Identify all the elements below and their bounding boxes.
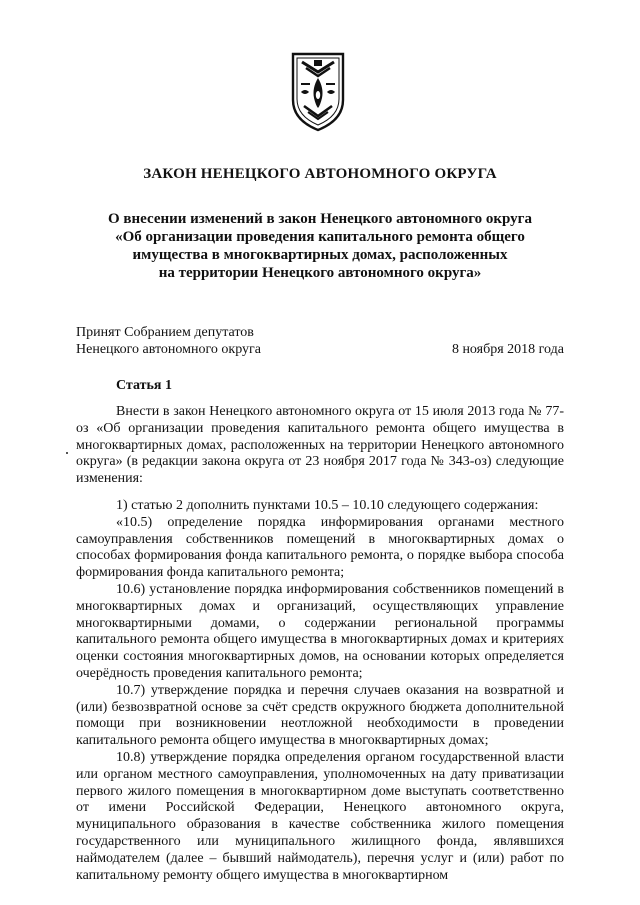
clause-10-5: «10.5) определение порядка информирования органами местного самоуправления собственников помещений в многоквартирных домах о способах формирования фонда капитального ремонта, о порядке выбора способа формирования фонда капитального ремонта;	[76, 514, 564, 581]
amendment-item-1: 1) статью 2 дополнить пунктами 10.5 – 10.10 следующего содержания:	[116, 497, 539, 513]
clause-10-8: 10.8) утверждение порядка определения органом государственной власти или органом местного самоуправления, уполномоченных на дату приватизации первого жилого помещения в многоквартирном доме выступать соответственно от имени Российской Федерации, Ненецкого автономного округа, муниципального образования в качестве собственника жилого помещения государственного или муниципального жилищного фонда, являвшихся наймодателем (далее – бывший наймодатель), перечня услуг и (или) работ по капитальному ремонту общего имущества в многоквартирном	[76, 749, 564, 883]
document-subtitle	[60, 210, 580, 282]
article-intro-paragraph: Внести в закон Ненецкого автономного округа от 15 июля 2013 года № 77-оз «Об организации проведения капитального ремонта общего имущества в многоквартирных домах, расположенных на территории Ненецкого автономного округа» (в редакции закона округа от 23 ноября 2017 года № 343-оз) следующие изменения:	[76, 404, 564, 487]
nenets-coat-of-arms-emblem	[290, 48, 346, 134]
subtitle-line: на территории Ненецкого автономного округа»	[158, 265, 482, 281]
clause-10-6: 10.6) установление порядка информирования собственников помещений в многоквартирных домах и организаций, осуществляющих управление многоквартирными домами, о содержании региональной программы капитального ремонта общего имущества в многоквартирных домах и критериях оценки состояния многоквартирных домов, на основании которых определяется очерёдность проведения капитального ремонта;	[76, 581, 564, 681]
clause-10-7: 10.7) утверждение порядка и перечня случаев оказания на возвратной и (или) безвозвратной основе за счёт средств окружного бюджета дополнительной помощи при возникновении неотложной необходимости в проведении капитального ремонта общего имущества в многоквартирных домах;	[76, 682, 564, 749]
adoption-date: 8 ноября 2018 года	[451, 342, 564, 357]
subtitle-line: «Об организации проведения капитального ремонта общего	[115, 229, 525, 245]
adoption-line-2: Ненецкого автономного округа	[76, 342, 261, 357]
scan-speck	[66, 452, 68, 454]
article-heading: Статья 1	[116, 378, 172, 393]
subtitle-line: имущества в многоквартирных домах, расположенных	[132, 247, 508, 263]
adoption-block	[76, 324, 261, 358]
document-title: ЗАКОН НЕНЕЦКОГО АВТОНОМНОГО ОКРУГА	[143, 166, 497, 182]
subtitle-line: О внесении изменений в закон Ненецкого автономного округа	[107, 211, 532, 227]
adoption-line-1: Принят Собранием депутатов	[76, 325, 254, 340]
article-body	[76, 404, 564, 884]
